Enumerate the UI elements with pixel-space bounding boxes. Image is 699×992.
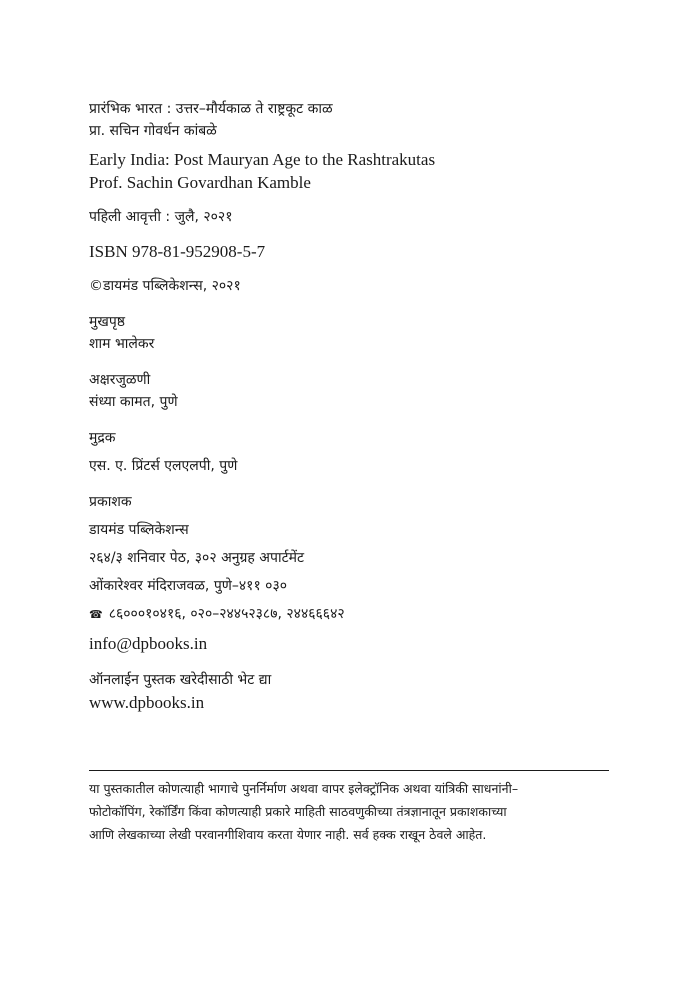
website-link[interactable]: www.dpbooks.in (89, 693, 205, 712)
printer-credit (89, 427, 609, 477)
printer-label: मुद्रक (89, 430, 116, 446)
telephone-icon: ☎ (89, 608, 103, 621)
isbn: ISBN 978-81-952908-5-7 (89, 242, 266, 261)
publisher-name: डायमंड पब्लिकेशन्स (89, 522, 189, 538)
first-edition: पहिली आवृत्ती : जुलै, २०२१ (89, 209, 233, 225)
typesetting-label: अक्षरजुळणी (89, 372, 151, 388)
cover-value: शाम भालेकर (89, 336, 155, 352)
copyright-notice (89, 777, 609, 846)
publisher-email[interactable]: info@dpbooks.in (89, 634, 208, 653)
cover-credit (89, 311, 609, 355)
online-purchase (89, 669, 609, 714)
printer-value: एस. ए. प्रिंटर्स एलएलपी, पुणे (89, 458, 238, 474)
typesetting-value: संध्या कामत, पुणे (89, 394, 178, 410)
typesetting-credit (89, 369, 609, 413)
notice-line-3: आणि लेखकाच्या लेखी परवानगीशिवाय करता येणार नाही. सर्व हक्क राखून ठेवले आहेत. (89, 827, 487, 842)
cover-label: मुखपृष्ठ (89, 314, 126, 330)
online-label: ऑनलाईन पुस्तक खरेदीसाठी भेट द्या (89, 672, 272, 688)
title-marathi: प्रारंभिक भारत : उत्तर–मौर्यकाळ ते राष्ट्रकूट काळ (89, 101, 333, 117)
publisher-block (89, 491, 609, 655)
publisher-phone-numbers: ८६०००१०४१६, ०२०–२४४५२३८७, २४४६६६४२ (108, 606, 345, 622)
notice-line-2: फोटोकॉपिंग, रेकॉर्डिंग किंवा कोणत्याही प्रकारे माहिती साठवणुकीच्या तंत्रज्ञानातून प्रकाशकाच्या (89, 804, 507, 819)
publisher-label: प्रकाशक (89, 494, 132, 510)
publisher-phone (89, 603, 609, 626)
author-marathi: प्रा. सचिन गोवर्धन कांबळे (89, 123, 217, 139)
title-english: Early India: Post Mauryan Age to the Rashtrakutas (89, 150, 436, 169)
author-english: Prof. Sachin Govardhan Kamble (89, 173, 311, 192)
imprint-page (89, 98, 609, 714)
copyright: ©डायमंड पब्लिकेशन्स, २०२१ (89, 278, 241, 294)
divider-rule (89, 770, 609, 771)
notice-line-1: या पुस्तकातील कोणत्याही भागाचे पुनर्निर्माण अथवा वापर इलेक्ट्रॉनिक अथवा यांत्रिकी साधनांनी– (89, 781, 519, 796)
publisher-address-2: ओंकारेश्वर मंदिराजवळ, पुणे–४११ ०३० (89, 578, 288, 594)
publisher-address-1: २६४/३ शनिवार पेठ, ३०२ अनुग्रह अपार्टमेंट (89, 550, 305, 566)
